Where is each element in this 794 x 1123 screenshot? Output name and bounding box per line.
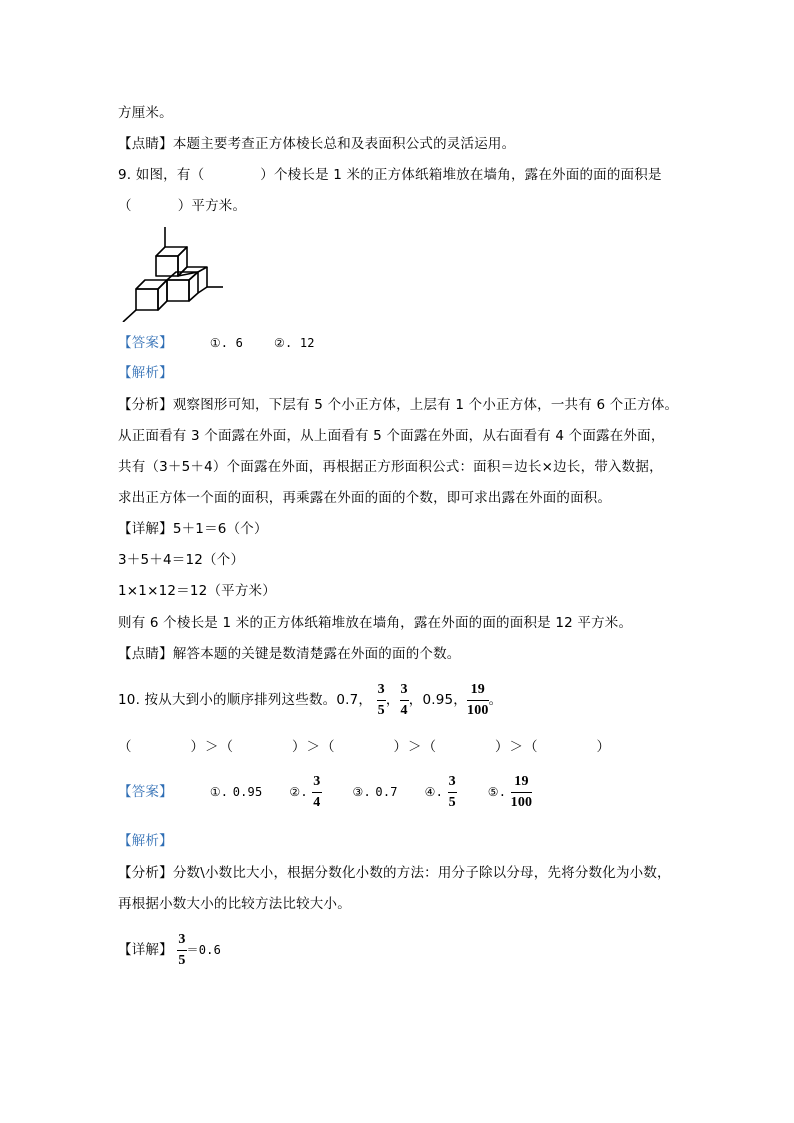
numerator: 3 <box>377 682 386 701</box>
numerator: 3 <box>400 682 409 701</box>
q9-fenxi-line-4 <box>118 489 611 507</box>
fraction-3-5 <box>448 774 457 811</box>
fenxi-text: 分数\小数比大小，根据分数化小数的方法：用分子除以分母，先将分数化为小数， <box>172 865 671 881</box>
answer-marker: ⑤. <box>487 785 507 799</box>
dianjing-text: 本题主要考查正方体棱长总和及表面积公式的灵活运用。 <box>172 136 516 152</box>
xiangjie-result: ＝0.6 <box>186 943 221 957</box>
q9-fenxi-line-3 <box>118 458 663 476</box>
blanks-line[interactable]: （ ）＞（ ）＞（ ）＞（ ）＞（ ） <box>118 739 611 755</box>
q9-fenxi-line-1 <box>118 396 678 414</box>
answer-label: 【答案】 <box>118 335 173 351</box>
fenxi-text: 观察图形可知，下层有 5 个小正方体，上层有 1 个小正方体，一共有 6 个正方体。 <box>172 397 679 413</box>
numerator: 3 <box>312 774 321 793</box>
question-9-prefix: 9. 如图，有（ <box>118 167 205 183</box>
numerator: 3 <box>177 932 186 951</box>
question-9-suffix-2: ）平方米。 <box>177 198 247 214</box>
xiangjie-text: 5＋1＝6（个） <box>172 521 268 537</box>
question-10-prefix: 10. 按从大到小的顺序排列这些数。0.7， <box>118 692 373 708</box>
q10-analysis-label <box>118 832 173 850</box>
dianjing-line <box>118 135 515 153</box>
fenxi-label: 【分析】 <box>118 865 173 881</box>
separator: ， <box>385 692 400 708</box>
q9-dianjing <box>118 645 461 663</box>
denominator: 5 <box>448 794 456 810</box>
dianjing-text: 解答本题的关键是数清楚露在外面的面的个数。 <box>172 646 461 662</box>
q9-fenxi-line-2 <box>118 427 665 445</box>
denominator: 5 <box>377 702 385 718</box>
q10-xiangjie <box>118 930 221 970</box>
xiangjie-text: 1×1×12＝12（平方米） <box>118 583 276 599</box>
conclusion-text: 则有 6 个棱长是 1 米的正方体纸箱堆放在墙角，露在外面的面的面积是 12 平方米。 <box>118 615 633 631</box>
answer-value: 0.7 <box>375 785 398 799</box>
q9-xiangjie-line-3 <box>118 582 276 600</box>
answer-marker: ④. <box>424 785 444 799</box>
separator: ，0.95， <box>408 692 468 708</box>
q9-xiangjie-line-2 <box>118 551 244 569</box>
answer-2: ②. 12 <box>274 336 315 350</box>
xiangjie-label: 【详解】 <box>118 521 173 537</box>
period: 。 <box>488 692 503 708</box>
q9-analysis-label <box>118 364 173 382</box>
fraction-19-100 <box>467 682 489 719</box>
fraction-3-4 <box>312 774 321 811</box>
question-9-line-1 <box>118 166 662 184</box>
q10-blanks[interactable] <box>118 738 611 756</box>
fraction-3-5 <box>377 682 386 719</box>
fenxi-label: 【分析】 <box>118 397 173 413</box>
denominator: 5 <box>178 952 186 968</box>
xiangjie-text: 3＋5＋4＝12（个） <box>118 552 245 568</box>
denominator: 4 <box>313 794 321 810</box>
answer-marker: ②. <box>289 785 308 799</box>
fenxi-text: 从正面看有 3 个面露在外面，从上面看有 5 个面露在外面，从右面看有 4 个面露在外面， <box>118 428 665 444</box>
q10-fenxi-line-1 <box>118 864 671 882</box>
cubes-diagram <box>118 222 238 322</box>
denominator: 4 <box>400 702 408 718</box>
answer-marker: ①. <box>209 785 229 799</box>
q9-answer-line <box>118 334 315 352</box>
analysis-label: 【解析】 <box>118 365 173 381</box>
dianjing-label: 【点睛】 <box>118 136 173 152</box>
dianjing-label: 【点睛】 <box>118 646 173 662</box>
fenxi-text: 求出正方体一个面的面积，再乘露在外面的面的个数，即可求出露在外面的面积。 <box>118 490 612 506</box>
blank-open: （ <box>118 198 132 214</box>
denominator: 100 <box>467 702 489 718</box>
answer-marker: ③. <box>352 785 371 799</box>
numerator: 19 <box>511 774 533 793</box>
q9-xiangjie-line-1 <box>118 520 268 538</box>
cube-stack-figure <box>118 222 238 322</box>
text-line <box>118 104 173 122</box>
q10-answer-line <box>118 772 532 812</box>
fraction-3-5 <box>177 932 186 969</box>
xiangjie-label: 【详解】 <box>118 942 173 958</box>
q9-conclusion <box>118 614 632 632</box>
answer-value: 0.95 <box>232 785 263 799</box>
numerator: 19 <box>467 682 489 701</box>
fraction-19-100 <box>511 774 533 811</box>
answer-1: ①. 6 <box>209 336 244 350</box>
question-9-line-2 <box>118 197 246 215</box>
denominator: 100 <box>510 794 533 810</box>
text: 方厘米。 <box>118 105 173 121</box>
numerator: 3 <box>448 774 457 793</box>
fraction-3-4 <box>400 682 409 719</box>
question-10 <box>118 680 502 720</box>
fenxi-text: 共有（3＋5＋4）个面露在外面，再根据正方形面积公式：面积＝边长×边长，带入数据， <box>118 459 663 475</box>
answer-label: 【答案】 <box>118 784 173 800</box>
q10-fenxi-line-2 <box>118 895 351 913</box>
question-9-suffix: ）个棱长是 1 米的正方体纸箱堆放在墙角，露在外面的面的面积是 <box>260 167 662 183</box>
analysis-label: 【解析】 <box>118 833 173 849</box>
fenxi-text: 再根据小数大小的比较方法比较大小。 <box>118 896 351 912</box>
